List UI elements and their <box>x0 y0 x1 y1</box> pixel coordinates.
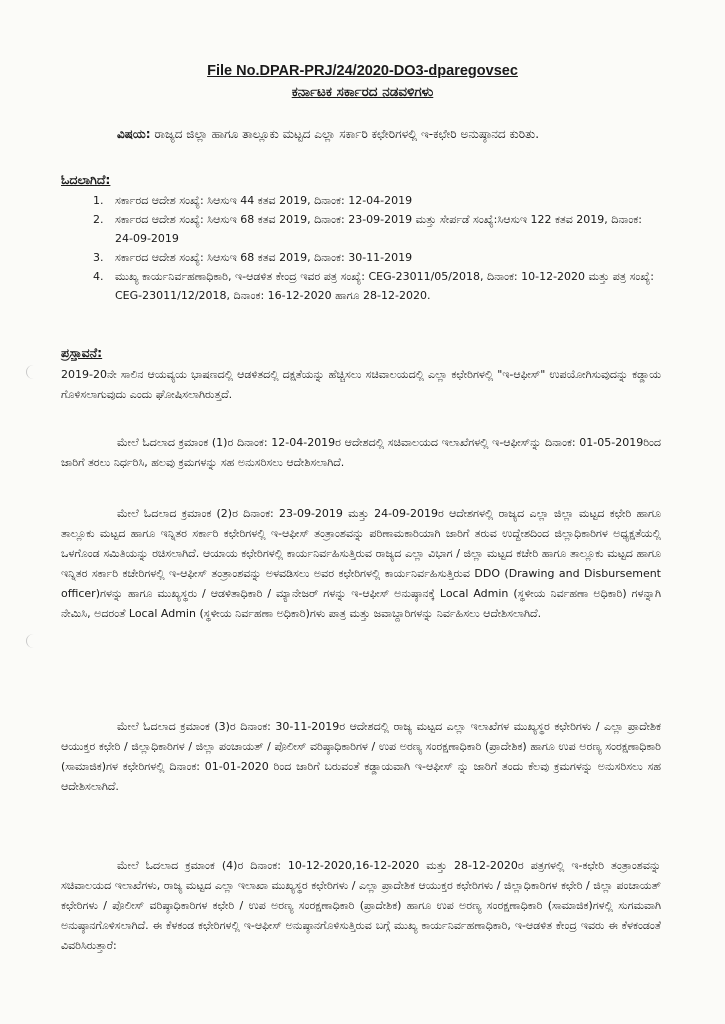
punch-hole-mark <box>26 634 41 648</box>
reference-item <box>93 267 658 305</box>
reference-item <box>93 191 658 210</box>
subject-text: ರಾಜ್ಯದ ಜಿಲ್ಲಾ ಹಾಗೂ ತಾಲ್ಲೂಕು ಮಟ್ಟದ ಎಲ್ಲಾ ಸರ್ಕಾರಿ ಕಛೇರಿಗಳಲ್ಲಿ ಇ-ಕಛೇರಿ ಅನುಷ್ಠಾನದ ಕುರಿತು. <box>154 127 540 141</box>
reference-number: 2. <box>93 213 104 226</box>
document-title: ಕರ್ನಾಟಕ ಸರ್ಕಾರದ ನಡವಳಿಗಳು <box>291 84 434 100</box>
punch-hole-mark <box>26 365 41 379</box>
preamble-paragraph-5: ಮೇಲೆ ಓದಲಾದ ಕ್ರಮಾಂಕ (4)ರ ದಿನಾಂಕ: 10-12-2020,16-12-2020 ಮತ್ತು 28-12-2020ರ ಪತ್ರಗಳಲ್ಲಿ ಇ-ಕಛೇರಿ ತಂತ್ರಾಂಶವನ್ನು ಸಚಿವಾಲಯದ ಇಲಾಖೆಗಳು, ರಾಜ್ಯ ಮಟ್ಟದ ಎಲ್ಲಾ ಇಲಾಖಾ ಮುಖ್ಯಸ್ಥರ ಕಛೇರಿಗಳು / ಎಲ್ಲಾ ಪ್ರಾದೇಶಿಕ ಆಯುಕ್ತರ ಕಛೇರಿಗಳು / ಜಿಲ್ಲಾಧಿಕಾರಿಗಳ ಕಛೇರಿ / ಜಿಲ್ಲಾ ಪಂಚಾಯತ್ ಕಛೇರಿಗಳು / ಪೊಲೀಸ್ ವರಿಷ್ಠಾಧಿಕಾರಿಗಳ ಕಛೇರಿ / ಉಪ ಅರಣ್ಯ ಸಂರಕ್ಷಣಾಧಿಕಾರಿ (ಪ್ರಾದೇಶಿಕ) ಹಾಗೂ ಉಪ ಅರಣ್ಯ ಸಂರಕ್ಷಣಾಧಿಕಾರಿ (ಸಾಮಾಜಿಕ)ಗಳಲ್ಲಿ ಸುಗಮವಾಗಿ ಅನುಷ್ಠಾನಗೊಳಿಸಲಾಗಿದೆ. ಈ ಕೆಳಕಂಡ ಕಛೇರಿಗಳಲ್ಲಿ ಇ-ಆಫೀಸ್ ಅನುಷ್ಠಾನಗೊಳಿಸುತ್ತಿರುವ ಬಗ್ಗೆ ಮುಖ್ಯ ಕಾರ್ಯನಿರ್ವಹಣಾಧಿಕಾರಿ, ಇ-ಆಡಳಿತ ಕೇಂದ್ರ ಇವರು ಈ ಕೆಳಕಂಡಂತೆ ವಿವರಿಸಿರುತ್ತಾರೆ: <box>61 859 661 952</box>
subject-label: ವಿಷಯ: <box>117 127 151 141</box>
preamble-heading: ಪ್ರಸ್ತಾವನೆ: <box>61 345 103 360</box>
subject-block <box>117 123 597 145</box>
references-heading: ಓದಲಾಗಿದೆ: <box>61 172 111 187</box>
preamble-paragraph-4: ಮೇಲೆ ಓದಲಾದ ಕ್ರಮಾಂಕ (3)ರ ದಿನಾಂಕ: 30-11-2019ರ ಆದೇಶದಲ್ಲಿ ರಾಜ್ಯ ಮಟ್ಟದ ಎಲ್ಲಾ ಇಲಾಖೆಗಳ ಮುಖ್ಯಸ್ಥರ ಕಛೇರಿಗಳು / ಎಲ್ಲಾ ಪ್ರಾದೇಶಿಕ ಆಯುಕ್ತರ ಕಛೇರಿ / ಜಿಲ್ಲಾಧಿಕಾರಿಗಳ / ಜಿಲ್ಲಾ ಪಂಚಾಯತ್ / ಪೊಲೀಸ್ ವರಿಷ್ಠಾಧಿಕಾರಿಗಳ / ಉಪ ಅರಣ್ಯ ಸಂರಕ್ಷಣಾಧಿಕಾರಿ (ಪ್ರಾದೇಶಿಕ) ಹಾಗೂ ಉಪ ಅರಣ್ಯ ಸಂರಕ್ಷಣಾಧಿಕಾರಿ (ಸಾಮಾಜಿಕ)ಗಳ ಕಛೇರಿಗಳಲ್ಲಿ ದಿನಾಂಕ: 01-01-2020 ರಿಂದ ಜಾರಿಗೆ ಬರುವಂತೆ ಕಡ್ಡಾಯವಾಗಿ ಇ-ಆಫೀಸ್ ನ್ನು ಜಾರಿಗೆ ತಂದು ಕೆಲವು ಕ್ರಮಗಳನ್ನು ಅನುಸರಿಸಲು ಸಹ ಆದೇಶಿಸಲಾಗಿದೆ. <box>61 720 661 793</box>
reference-item <box>93 248 658 267</box>
reference-text: ಸರ್ಕಾರದ ಆದೇಶ ಸಂಖ್ಯೆ: ಸಿಆಸುಇ 68 ಕತವ 2019, ದಿನಾಂಕ: 23-09-2019 ಮತ್ತು ಸೇರ್ಪಡೆ ಸಂಖ್ಯೆ:ಸಿಆಸುಇ 122 ಕತವ 2019, ದಿನಾಂಕ: 24-09-2019 <box>115 213 642 245</box>
reference-item <box>93 210 658 248</box>
preamble-paragraph-1: 2019-20ನೇ ಸಾಲಿನ ಆಯವ್ಯಯ ಭಾಷಣದಲ್ಲಿ ಆಡಳಿತದಲ್ಲಿ ದಕ್ಷತೆಯನ್ನು ಹೆಚ್ಚಿಸಲು ಸಚಿವಾಲಯದಲ್ಲಿ ಎಲ್ಲಾ ಕಛೇರಿಗಳಲ್ಲಿ "ಇ-ಆಫೀಸ್" ಉಪಯೋಗಿಸುವುದನ್ನು ಕಡ್ಡಾಯ ಗೊಳಿಸಲಾಗುವುದು ಎಂದು ಘೋಷಿಸಲಾಗಿರುತ್ತದೆ. <box>61 368 661 401</box>
preamble-paragraph-3: ಮೇಲೆ ಓದಲಾದ ಕ್ರಮಾಂಕ (2)ರ ದಿನಾಂಕ: 23-09-2019 ಮತ್ತು 24-09-2019ರ ಆದೇಶಗಳಲ್ಲಿ ರಾಜ್ಯದ ಎಲ್ಲಾ ಜಿಲ್ಲಾ ಮಟ್ಟದ ಕಛೇರಿ ಹಾಗೂ ತಾಲ್ಲೂಕು ಮಟ್ಟದ ಹಾಗೂ ಇನ್ನಿತರ ಸರ್ಕಾರಿ ಕಛೇರಿಗಳಲ್ಲಿ ಇ-ಆಫೀಸ್ ತಂತ್ರಾಂಶವನ್ನು ಪರಿಣಾಮಕಾರಿಯಾಗಿ ಜಾರಿಗೆ ತರುವ ಉದ್ದೇಶದಿಂದ ಜಿಲ್ಲಾಧಿಕಾರಿಗಳ ಅಧ್ಯಕ್ಷತೆಯಲ್ಲಿ ಒಳಗೊಂಡ ಸಮಿತಿಯನ್ನು ರಚಿಸಲಾಗಿದೆ. ಆಯಾಯ ಕಛೇರಿಗಳಲ್ಲಿ ಕಾರ್ಯನಿರ್ವಹಿಸುತ್ತಿರುವ ರಾಜ್ಯದ ಎಲ್ಲಾ ವಿಭಾಗ / ಜಿಲ್ಲಾ ಮಟ್ಟದ ಕಚೇರಿ ಹಾಗೂ ತಾಲ್ಲೂಕು ಮಟ್ಟದ ಹಾಗೂ ಇನ್ನಿತರ ಸರ್ಕಾರಿ ಕಚೇರಿಗಳಲ್ಲಿ ಇ-ಆಫೀಸ್ ತಂತ್ರಾಂಶವನ್ನು ಅಳವಡಿಸಲು ಅವರ ಕಛೇರಿಗಳಲ್ಲಿ ಕಾರ್ಯನಿರ್ವಹಿಸುತ್ತಿರುವ DDO (Drawing and Disbursement officer)ಗಳನ್ನು ಹಾಗೂ ಮುಖ್ಯಸ್ಥರು / ಆಡಳಿತಾಧಿಕಾರಿ / ಮ್ಯಾನೇಜರ್ ಗಳನ್ನು ಇ-ಆಫೀಸ್ ಅನುಷ್ಠಾನಕ್ಕೆ Local Admin (ಸ್ಥಳೀಯ ನಿರ್ವಹಣಾ ಅಧಿಕಾರಿ) ಗಳನ್ನಾಗಿ ನೇಮಿಸಿ, ಅದರಂತೆ Local Admin (ಸ್ಥಳೀಯ ನಿರ್ವಹಣಾ ಅಧಿಕಾರಿ)ಗಳು ಪಾತ್ರ ಮತ್ತು ಜವಾಬ್ದಾರಿಗಳನ್ನು ನಿರ್ವಹಿಸಲು ಆದೇಶಿಸಲಾಗಿದೆ. <box>61 507 661 620</box>
references-list <box>93 191 658 305</box>
preamble-paragraph-2: ಮೇಲೆ ಓದಲಾದ ಕ್ರಮಾಂಕ (1)ರ ದಿನಾಂಕ: 12-04-2019ರ ಆದೇಶದಲ್ಲಿ ಸಚಿವಾಲಯದ ಇಲಾಖೆಗಳಲ್ಲಿ ಇ-ಆಫೀಸ್‌ನ್ನು ದಿನಾಂಕ: 01-05-2019ರಿಂದ ಜಾರಿಗೆ ತರಲು ನಿರ್ಧರಿಸಿ, ಹಲವು ಕ್ರಮಗಳನ್ನು ಸಹ ಅನುಸರಿಸಲು ಆದೇಶಿಸಲಾಗಿದೆ. <box>61 436 661 469</box>
file-number: File No.DPAR-PRJ/24/2020-DO3-dparegovsec <box>207 63 518 79</box>
reference-text: ಮುಖ್ಯ ಕಾರ್ಯನಿರ್ವಹಣಾಧಿಕಾರಿ, ಇ-ಆಡಳಿತ ಕೇಂದ್ರ ಇವರ ಪತ್ರ ಸಂಖ್ಯೆ: CEG-23011/05/2018, ದಿನಾಂಕ: 10-12-2020 ಮತ್ತು ಪತ್ರ ಸಂಖ್ಯೆ: CEG-23011/12/2018, ದಿನಾಂಕ: 16-12-2020 ಹಾಗೂ 28-12-2020. <box>115 270 654 302</box>
reference-text: ಸರ್ಕಾರದ ಆದೇಶ ಸಂಖ್ಯೆ: ಸಿಆಸುಇ 44 ಕತವ 2019, ದಿನಾಂಕ: 12-04-2019 <box>115 194 413 207</box>
reference-number: 4. <box>93 270 104 283</box>
reference-number: 3. <box>93 251 104 264</box>
reference-number: 1. <box>93 194 104 207</box>
reference-text: ಸರ್ಕಾರದ ಆದೇಶ ಸಂಖ್ಯೆ: ಸಿಆಸುಇ 68 ಕತವ 2019, ದಿನಾಂಕ: 30-11-2019 <box>115 251 413 264</box>
